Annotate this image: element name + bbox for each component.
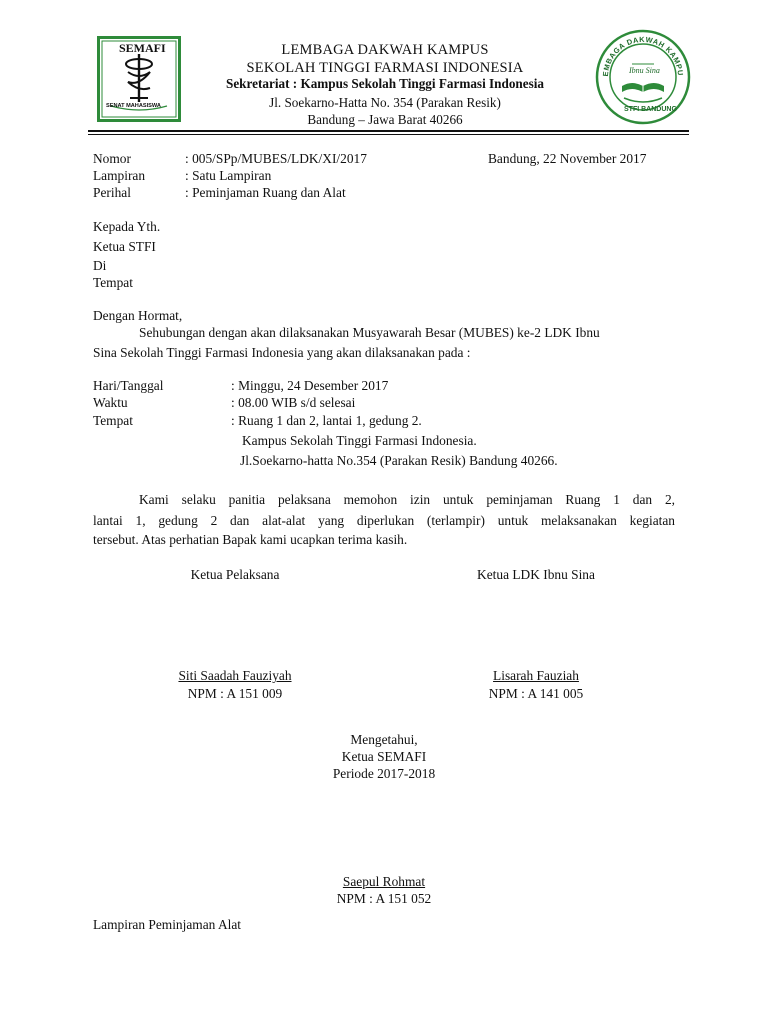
- right-signer-title: Ketua LDK Ibnu Sina: [477, 567, 595, 582]
- waktu-label: Waktu: [93, 395, 128, 410]
- greeting: Dengan Hormat,: [93, 308, 183, 323]
- letterhead-address-line2: Bandung – Jawa Barat 40266: [307, 112, 463, 127]
- nomor-value: : 005/SPp/MUBES/LDK/XI/2017: [185, 151, 367, 166]
- letterhead-secretariat: Sekretariat : Kampus Sekolah Tinggi Farmasi Indonesia: [225, 76, 544, 91]
- hari-label: Hari/Tanggal: [93, 378, 164, 393]
- intro-line1: Sehubungan dengan akan dilaksanakan Musyawarah Besar (MUBES) ke-2 LDK Ibnu: [139, 325, 600, 340]
- nomor-label: Nomor: [93, 151, 131, 166]
- hari-value: : Minggu, 24 Desember 2017: [231, 378, 389, 393]
- tempat-value-line1: : Ruang 1 dan 2, lantai 1, gedung 2.: [231, 413, 422, 428]
- acknowledge-line1: Mengetahui,: [350, 732, 418, 747]
- left-signer-title: Ketua Pelaksana: [190, 567, 280, 582]
- recipient-line4: Tempat: [93, 275, 133, 290]
- ldk-logo-ring-text: EMBAGA DAKWAH KAMPU: [600, 34, 686, 77]
- recipient-line3: Di: [93, 258, 107, 273]
- ldk-logo-center-text: Ibnu Sina: [629, 66, 660, 75]
- ldk-logo-bottom-text: STFI BANDUNG: [624, 106, 677, 113]
- tempat-value-line3: Jl.Soekarno-hatta No.354 (Parakan Resik) Bandung 40266.: [240, 453, 558, 468]
- letterhead-school: SEKOLAH TINGGI FARMASI INDONESIA: [246, 60, 524, 76]
- closing-line2: lantai 1, gedung 2 dan alat-alat yang diperlukan (terlampir) untuk melaksanakan kegiatan: [93, 513, 675, 528]
- semafi-logo-caption: SENAT MAHASISWA: [106, 103, 161, 109]
- perihal-label: Perihal: [93, 185, 131, 200]
- letterhead-rule-thin: [88, 134, 689, 135]
- letterhead-address-line1: Jl. Soekarno-Hatta No. 354 (Parakan Resik): [269, 95, 501, 110]
- lampiran-label: Lampiran: [93, 168, 146, 183]
- right-signer-name: Lisarah Fauziah: [493, 668, 579, 683]
- acknowledge-line3: Periode 2017-2018: [332, 766, 436, 781]
- closing-line3: tersebut. Atas perhatian Bapak kami ucapkan terima kasih.: [93, 532, 408, 547]
- recipient-line2: Ketua STFI: [93, 239, 156, 254]
- intro-line2: Sina Sekolah Tinggi Farmasi Indonesia yang akan dilaksanakan pada :: [93, 345, 471, 360]
- tempat-label: Tempat: [93, 413, 133, 428]
- acknowledge-signer-name: Saepul Rohmat: [342, 874, 426, 889]
- letterhead-org: LEMBAGA DAKWAH KAMPUS: [281, 42, 489, 58]
- lampiran-value: : Satu Lampiran: [185, 168, 272, 183]
- left-signer-npm: NPM : A 151 009: [187, 686, 283, 701]
- semafi-logo-text: SEMAFI: [119, 41, 166, 55]
- closing-line1: Kami selaku panitia pelaksana memohon izin untuk peminjaman Ruang 1 dan 2,: [139, 492, 675, 507]
- right-signer-npm: NPM : A 141 005: [488, 686, 584, 701]
- letterhead-rule-thick: [88, 130, 689, 132]
- letter-date: Bandung, 22 November 2017: [488, 151, 647, 166]
- attachment-heading: Lampiran Peminjaman Alat: [93, 917, 242, 932]
- acknowledge-signer-npm: NPM : A 151 052: [336, 891, 432, 906]
- acknowledge-line2: Ketua SEMAFI: [341, 749, 427, 764]
- recipient-line1: Kepada Yth.: [93, 219, 161, 234]
- perihal-value: : Peminjaman Ruang dan Alat: [185, 185, 346, 200]
- tempat-value-line2: Kampus Sekolah Tinggi Farmasi Indonesia.: [242, 433, 477, 448]
- waktu-value: : 08.00 WIB s/d selesai: [231, 395, 356, 410]
- left-signer-name: Siti Saadah Fauziyah: [178, 668, 292, 683]
